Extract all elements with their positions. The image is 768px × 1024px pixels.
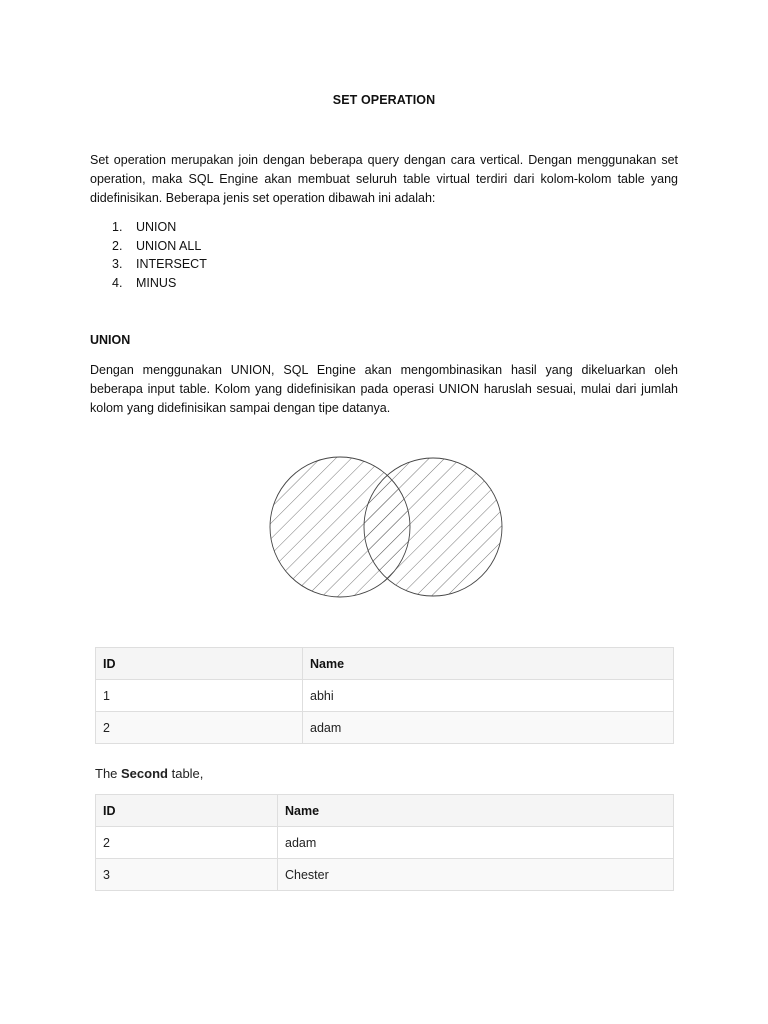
- cell-id: 2: [96, 827, 278, 859]
- cell-id: 3: [96, 859, 278, 891]
- cell-id: 2: [96, 712, 303, 744]
- header-name: Name: [303, 648, 674, 680]
- header-id: ID: [96, 648, 303, 680]
- table-row: [96, 827, 674, 859]
- table-row: [96, 680, 674, 712]
- first-table: [95, 647, 674, 744]
- table-header-row: [96, 795, 674, 827]
- table-header-row: [96, 648, 674, 680]
- intro-paragraph: Set operation merupakan join dengan beberapa query dengan cara vertical. Dengan menggunakan set operation, maka SQL Engine akan membuat seluruh table virtual terdiri dari kolom-kolom table yang didefinisikan. Beberapa jenis set operation dibawah ini adalah:: [90, 153, 678, 205]
- second-table: [95, 794, 674, 891]
- table-row: [96, 712, 674, 744]
- union-description: Dengan menggunakan UNION, SQL Engine akan mengombinasikan hasil yang dikeluarkan oleh beberapa input table. Kolom yang didefinisikan pada operasi UNION haruslah sesuai, mulai dari jumlah kolom yang didefinisikan sampai dengan tipe datanya.: [90, 363, 678, 415]
- page-title: SET OPERATION: [332, 93, 436, 107]
- list-item: 1. UNION: [112, 220, 177, 234]
- cell-name: adam: [303, 712, 674, 744]
- venn-diagram: [262, 454, 508, 600]
- list-item: 4. MINUS: [112, 276, 177, 291]
- union-heading: UNION: [90, 333, 131, 347]
- header-name: Name: [278, 795, 674, 827]
- set-operation-list: [112, 218, 207, 293]
- table-row: [96, 859, 674, 891]
- cell-name: adam: [278, 827, 674, 859]
- list-item: 3. INTERSECT: [112, 257, 207, 272]
- venn-circle-right: [364, 458, 502, 596]
- cell-name: Chester: [278, 859, 674, 891]
- second-table-caption: The Second table,: [95, 766, 204, 781]
- list-item: 2. UNION ALL: [112, 238, 202, 253]
- cell-name: abhi: [303, 680, 674, 712]
- header-id: ID: [96, 795, 278, 827]
- cell-id: 1: [96, 680, 303, 712]
